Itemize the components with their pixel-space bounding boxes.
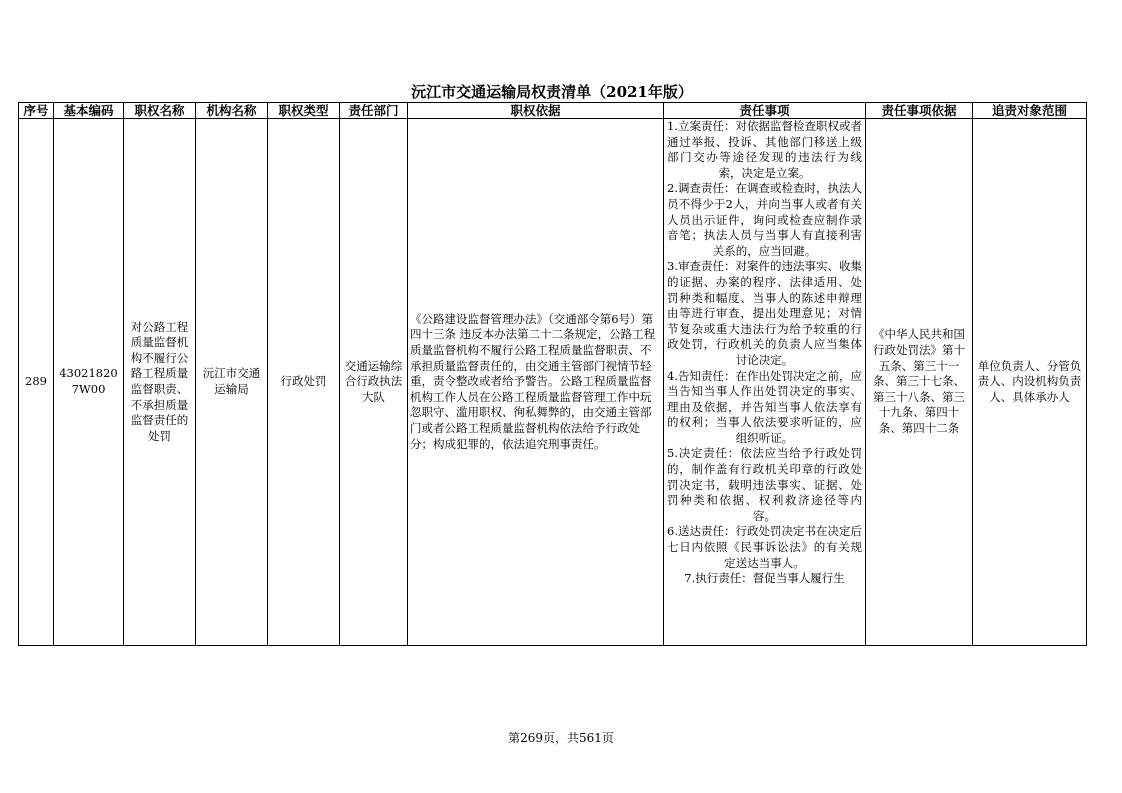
duty-item: 6.送达责任：行政处罚决定书在决定后七日内依照《民事诉讼法》的有关规定送达当事人。 xyxy=(667,524,862,570)
header-basis: 职权依据 xyxy=(408,103,664,119)
cell-power-type: 行政处罚 xyxy=(268,119,340,646)
cell-seq: 289 xyxy=(19,119,54,646)
cell-accountability: 单位负责人、分管负责人、内设机构负责人、具体承办人 xyxy=(973,119,1087,646)
header-org-name: 机构名称 xyxy=(196,103,268,119)
duty-table xyxy=(18,102,1087,646)
cell-basis: 《公路建设监督管理办法》（交通部令第6号）第四十三条 违反本办法第二十二条规定，公路工程质量监督机构不履行公路工程质量监督职责、不承担质量监督责任的，由交通主管部门视情节轻重，责令整改或者给予警告。公路工程质量监督机构工作人员在公路工程质量监督管理工作中玩忽职守、滥用职权、徇私舞弊的，由交通主管部门或者公路工程质量监督机构依法给予行政处分；构成犯罪的，依法追究刑事责任。 xyxy=(408,119,664,646)
cell-dept: 交通运输综合行政执法大队 xyxy=(340,119,408,646)
header-duty-basis: 责任事项依据 xyxy=(866,103,973,119)
duty-items-list xyxy=(667,119,862,645)
header-accountability: 追责对象范围 xyxy=(973,103,1087,119)
header-power-name: 职权名称 xyxy=(124,103,196,119)
header-seq: 序号 xyxy=(19,103,54,119)
header-row xyxy=(19,103,1087,119)
cell-code: 430218207W00 xyxy=(54,119,124,646)
cell-duty-basis: 《中华人民共和国行政处罚法》第十五条、第三十一条、第三十七条、第三十八条、第三十九条、第四十条、第四十二条 xyxy=(866,119,973,646)
table-row xyxy=(19,119,1087,646)
duty-item: 5.决定责任：依法应当给予行政处罚的，制作盖有行政机关印章的行政处罚决定书，载明违法事实、证据、处罚种类和依据、权利救济途径等内容。 xyxy=(667,446,862,523)
duty-item: 2.调查责任：在调查或检查时，执法人员不得少于2人，并向当事人或者有关人员出示证件，询问或检查应制作录音笔；执法人员与当事人有直接利害关系的，应当回避。 xyxy=(667,181,862,258)
duty-item: 3.审查责任：对案件的违法事实、收集的证据、办案的程序、法律适用、处罚种类和幅度、当事人的陈述申辩理由等进行审查，提出处理意见；对情节复杂或重大违法行为给予较重的行政处罚，行政机关的负责人应当集体讨论决定。 xyxy=(667,259,862,367)
duty-item: 7.执行责任：督促当事人履行生 xyxy=(684,571,845,586)
header-code: 基本编码 xyxy=(54,103,124,119)
cell-duty-items xyxy=(664,119,866,646)
duty-item: 4.告知责任：在作出处罚决定之前，应当告知当事人作出处罚决定的事实、理由及依据，并告知当事人依法享有的权利；当事人依法要求听证的，应组织听证。 xyxy=(667,368,862,445)
cell-org-name: 沅江市交通运输局 xyxy=(196,119,268,646)
cell-power-name: 对公路工程质量监督机构不履行公路工程质量监督职责、不承担质量监督责任的处罚 xyxy=(124,119,196,646)
duty-item: 1.立案责任：对依据监督检查职权或者通过举报、投诉、其他部门移送上级部门交办等途径发现的违法行为线索，决定是立案。 xyxy=(667,119,862,180)
page-title: 沅江市交通运输局权责清单（2021年版） xyxy=(411,83,693,101)
header-dept: 责任部门 xyxy=(340,103,408,119)
page-footer: 第269页，共561页 xyxy=(508,731,614,745)
header-duty-items: 责任事项 xyxy=(664,103,866,119)
header-power-type: 职权类型 xyxy=(268,103,340,119)
